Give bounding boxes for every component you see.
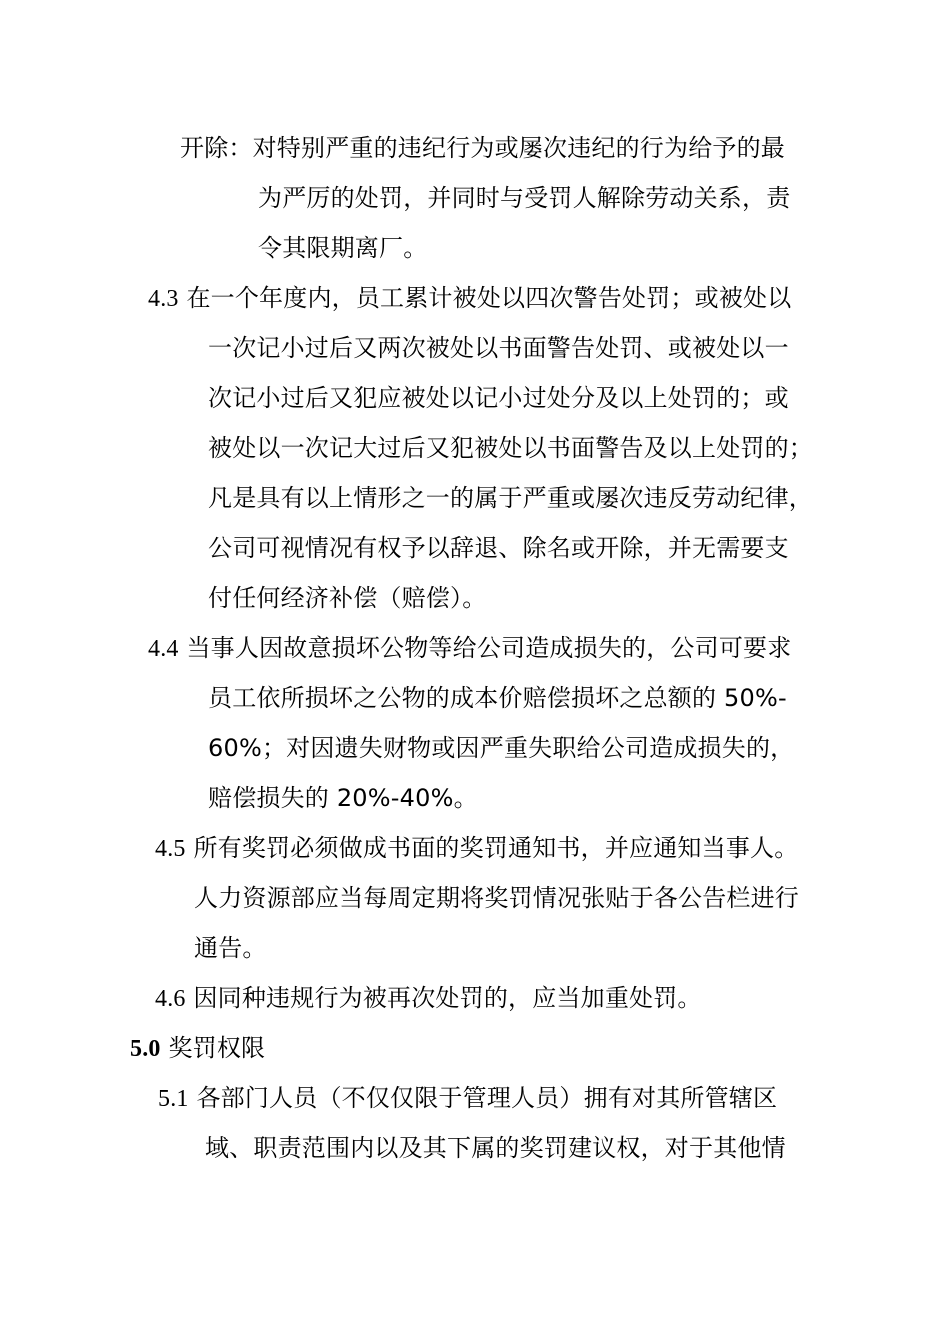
section-number: 5.1 <box>158 1086 189 1112</box>
section-4-4: 4.4 当事人因故意损坏公物等给公司造成损失的，公司可要求 <box>148 634 792 662</box>
section-heading-5-0: 5.0 奖罚权限 <box>130 1034 266 1062</box>
section-number: 4.6 <box>155 986 186 1012</box>
section-4-6: 4.6 因同种违规行为被再次处罚的，应当加重处罚。 <box>155 984 702 1012</box>
text-line: 为严厉的处罚，并同时与受罚人解除劳动关系，责 <box>258 184 791 212</box>
text-line: 域、职责范围内以及其下属的奖罚建议权，对于其他情 <box>205 1134 786 1162</box>
section-number: 4.3 <box>148 286 179 312</box>
section-5-1: 5.1 各部门人员（不仅仅限于管理人员）拥有对其所管辖区 <box>158 1084 778 1112</box>
section-number: 4.5 <box>155 836 186 862</box>
text-line: 通告。 <box>194 934 267 962</box>
text-line: 次记小过后又犯应被处以记小过处分及以上处罚的；或 <box>208 384 789 412</box>
section-number: 4.4 <box>148 636 179 662</box>
text-line: 付任何经济补偿（赔偿）。 <box>208 584 487 612</box>
section-4-3: 4.3 在一个年度内，员工累计被处以四次警告处罚；或被处以 <box>148 284 792 312</box>
section-4-5: 4.5 所有奖罚必须做成书面的奖罚通知书，并应通知当事人。 <box>155 834 799 862</box>
section-number: 5.0 <box>130 1036 161 1062</box>
text-line: 60%；对因遗失财物或因严重失职给公司造成损失的， <box>208 734 795 762</box>
text-line: 公司可视情况有权予以辞退、除名或开除，并无需要支 <box>208 534 789 562</box>
text-line: 一次记小过后又两次被处以书面警告处罚、或被处以一 <box>208 334 789 362</box>
text-line: 被处以一次记大过后又犯被处以书面警告及以上处罚的； <box>208 434 813 462</box>
text-line: 赔偿损失的 20%-40%。 <box>208 784 478 812</box>
text-line: 开除：对特别严重的违纪行为或屡次违纪的行为给予的最 <box>180 134 785 162</box>
text-line: 令其限期离厂。 <box>258 234 428 262</box>
text-line: 员工依所损坏之公物的成本价赔偿损坏之总额的 50%- <box>208 684 787 712</box>
text-line: 人力资源部应当每周定期将奖罚情况张贴于各公告栏进行 <box>194 884 799 912</box>
text-line: 凡是具有以上情形之一的属于严重或屡次违反劳动纪律， <box>208 484 813 512</box>
